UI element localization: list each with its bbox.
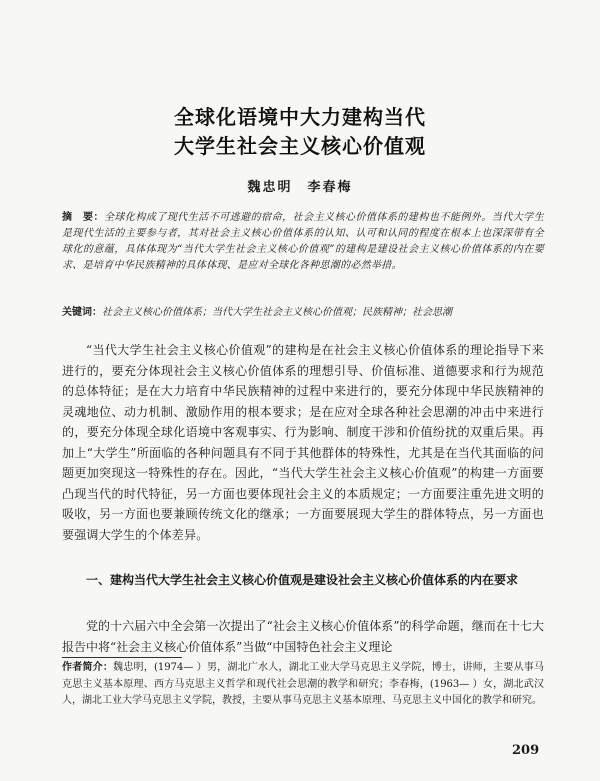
- abstract: [62, 210, 544, 274]
- article-title-line-1: 全球化语境中大力建构当代: [174, 105, 426, 129]
- section-heading: 一、建构当代大学生社会主义核心价值观是建设社会主义核心价值体系的内在要求: [86, 573, 519, 587]
- footnote-text: 魏忠明，(1974— ）男，湖北广水人，湖北工业大学马克思主义学院，博士，讲师，主要从事马克思主义基本原理、西方马克思主义哲学和现代社会思潮的教学和研究；李春梅，(1963— ）女，湖北武汉人，湖北工业大学马克思主义学院，教授，主要从事马克思主义基本原理、马克思主义中国化的教学和研究。: [62, 662, 545, 706]
- author-footnote: [62, 660, 544, 710]
- abstract-label: 摘 要：: [62, 212, 104, 223]
- footnote-divider: [62, 657, 182, 658]
- abstract-text: 全球化构成了现代生活不可逃避的宿命，社会主义核心价值体系的建构也不能例外。当代大学生是现代生活的主要参与者，其对社会主义核心价值体系的认知、认可和认同的程度在根本上也深深带有全球化的意蕴，具体体现为“当代大学生社会主义核心价值观”的建构是建设社会主义核心价值体系的内在要求、是培育中华民族精神的具体体现、是应对全球化各种思潮的必然举措。: [62, 212, 544, 271]
- footnote-label: 作者简介：: [62, 662, 114, 673]
- article-title-line-2: 大学生社会主义核心价值观: [174, 134, 426, 158]
- authors: 魏忠明 李春梅: [247, 180, 353, 195]
- section-paragraph: 党的十六届六中全会第一次提出了“社会主义核心价值体系”的科学命题，继而在十七大报告中将“社会主义核心价值体系”当做“中国特色社会主义理论: [62, 619, 544, 654]
- keywords-label: 关键词：: [62, 307, 102, 318]
- keywords-text: 社会主义核心价值体系；当代大学生社会主义核心价值观；民族精神；社会思潮: [102, 307, 452, 318]
- intro-paragraph: “当代大学生社会主义核心价值观”的建构是在社会主义核心价值体系的理论指导下来进行的，要充分体现社会主义核心价值体系的理想引导、价值标准、道德要求和行为规范的总体特征；是在大力培育中华民族精神的过程中来进行的，要充分体现中华民族精神的灵魂地位、动力机制、激励作用的根本要求；是在应对全球各种社会思潮的冲击中来进行的，要充分体现全球化语境中客观事实、行为影响、制度干涉和价值纷扰的双重后果。再加上“大学生”所面临的各种问题具有不同于其他群体的特殊性，尤其是在当代其面临的问题更加突现这一特殊性的存在。因此，“当代大学生社会主义核心价值观”的构建一方面要凸现当代的时代特征，另一方面也要体现社会主义的本质规定；一方面要注重先进文明的吸收，另一方面也要兼顾传统文化的继承；一方面要展现大学生的群体特点，另一方面也要强调大学生的个体差异。: [62, 343, 544, 542]
- page-number: 209: [512, 743, 540, 758]
- keywords: [62, 305, 544, 321]
